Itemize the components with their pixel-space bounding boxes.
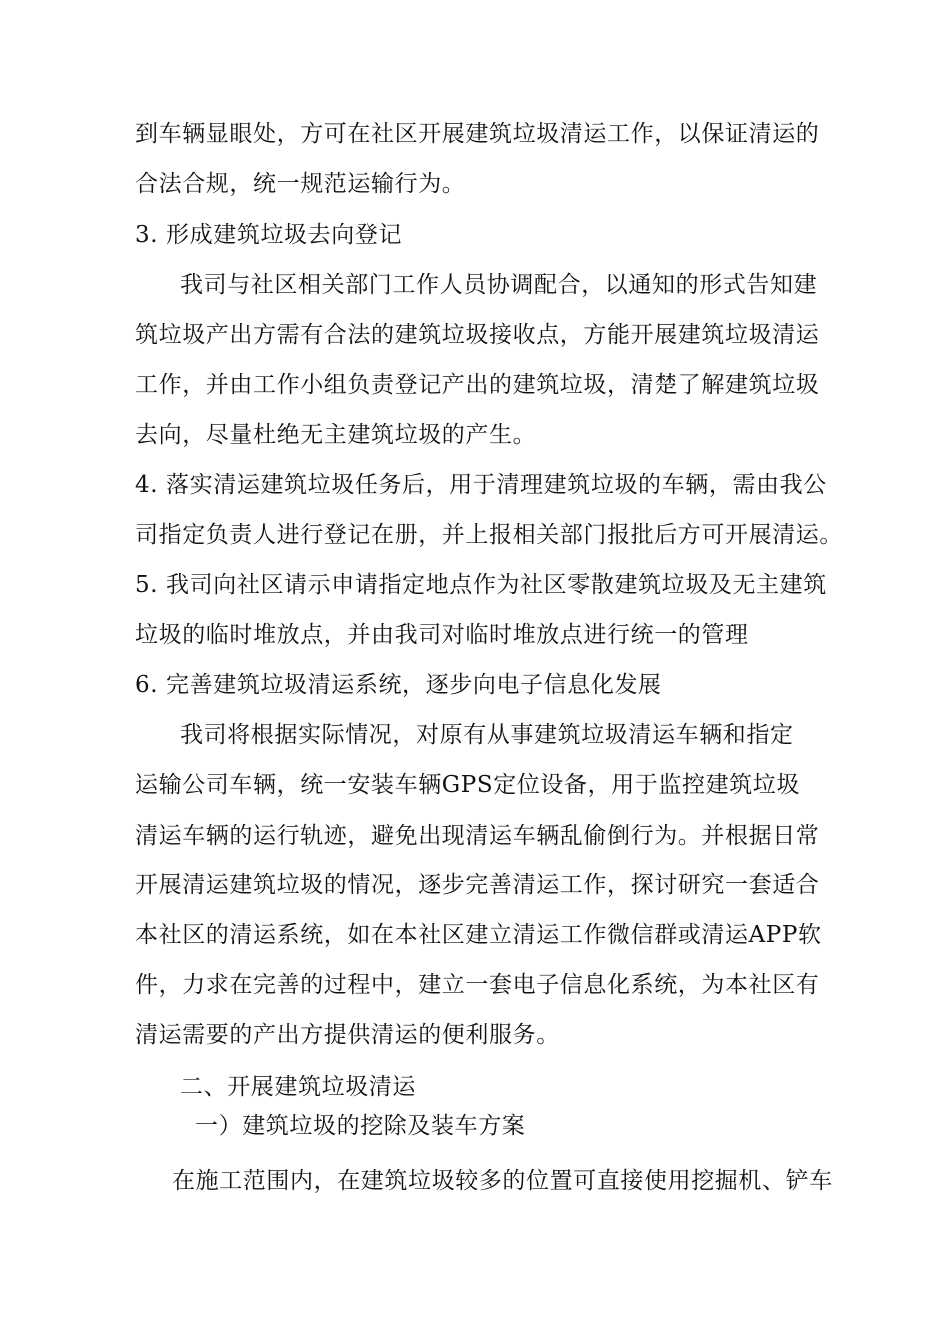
text-line-22: 在施工范围内，在建筑垃圾较多的位置可直接使用挖掘机、铲车 — [172, 1168, 833, 1194]
text-line-14: 运输公司车辆，统一安装车辆GPS定位设备，用于监控建筑垃圾 — [135, 772, 801, 798]
list-item-4: 4. 落实清运建筑垃圾任务后，用于清理建筑垃圾的车辆，需由我公 — [135, 472, 827, 498]
text-line-17: 本社区的清运系统，如在本社区建立清运工作微信群或清运APP软 — [135, 922, 822, 948]
text-line-6: 工作，并由工作小组负责登记产出的建筑垃圾，清楚了解建筑垃圾 — [135, 372, 820, 398]
text-line-19: 清运需要的产出方提供清运的便利服务。 — [135, 1022, 560, 1048]
list-heading-6: 6. 完善建筑垃圾清运系统，逐步向电子信息化发展 — [135, 672, 662, 698]
text-line-9: 司指定负责人进行登记在册，并上报相关部门报批后方可开展清运。 — [135, 522, 843, 548]
list-heading-3: 3. 形成建筑垃圾去向登记 — [135, 222, 403, 248]
text-line-13: 我司将根据实际情况，对原有从事建筑垃圾清运车辆和指定 — [180, 722, 794, 748]
text-line-11: 垃圾的临时堆放点，并由我司对临时堆放点进行统一的管理 — [135, 622, 749, 648]
text-line-2: 合法合规，统一规范运输行为。 — [135, 171, 466, 197]
text-line-16: 开展清运建筑垃圾的情况，逐步完善清运工作，探讨研究一套适合 — [135, 872, 820, 898]
text-line-4: 我司与社区相关部门工作人员协调配合，以通知的形式告知建 — [180, 272, 818, 298]
text-line-15: 清运车辆的运行轨迹，避免出现清运车辆乱偷倒行为。并根据日常 — [135, 823, 820, 849]
text-line-18: 件，力求在完善的过程中，建立一套电子信息化系统，为本社区有 — [135, 972, 820, 998]
text-line-1: 到车辆显眼处，方可在社区开展建筑垃圾清运工作，以保证清运的 — [135, 121, 820, 147]
list-item-5: 5. 我司向社区请示申请指定地点作为社区零散建筑垃圾及无主建筑 — [135, 572, 827, 598]
subsection-heading: 一）建筑垃圾的挖除及装车方案 — [195, 1113, 526, 1139]
section-heading: 二、开展建筑垃圾清运 — [180, 1074, 416, 1100]
text-line-5: 筑垃圾产出方需有合法的建筑垃圾接收点，方能开展建筑垃圾清运 — [135, 322, 820, 348]
text-line-7: 去向，尽量杜绝无主建筑垃圾的产生。 — [135, 422, 537, 448]
